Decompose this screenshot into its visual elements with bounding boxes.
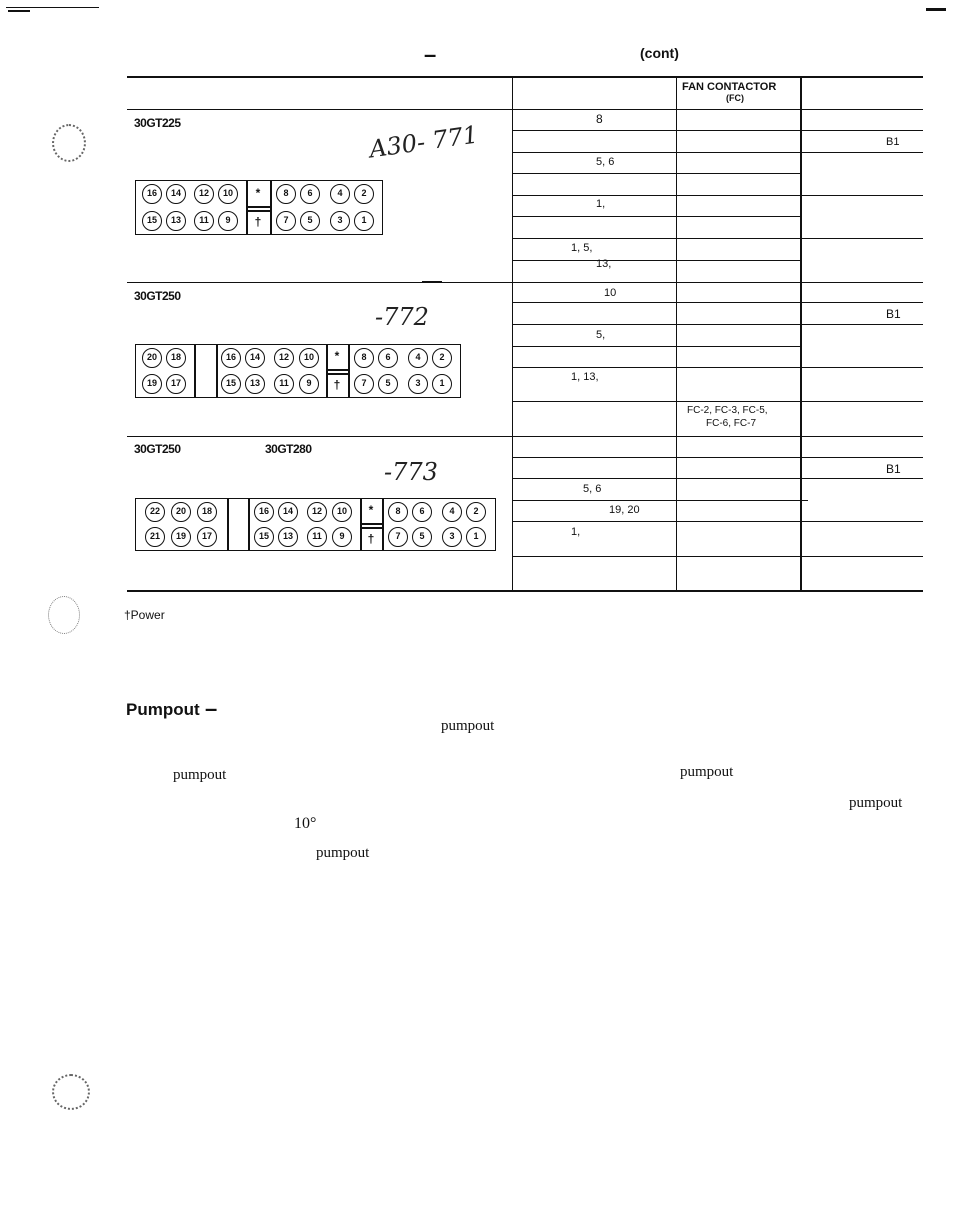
pumpout-word: pumpout — [173, 767, 227, 783]
footnote: †Power — [124, 608, 165, 622]
table-col-divider-1 — [512, 76, 513, 591]
connector-pin: 4 — [408, 348, 428, 368]
section-divider-1-dash — [422, 281, 442, 283]
connector-pin: 19 — [142, 374, 162, 394]
connector-pin: 20 — [171, 502, 191, 522]
connector-pin: 5 — [412, 527, 432, 547]
connector-pin: 17 — [197, 527, 217, 547]
connector-pin: 10 — [332, 502, 352, 522]
s1-row-value: 8 — [596, 112, 603, 126]
connector-pin: 10 — [299, 348, 319, 368]
connector-divider — [227, 498, 229, 551]
corner-tick-right — [926, 8, 946, 11]
binder-hole-mark — [48, 596, 80, 634]
model-label: 30GT250 — [134, 289, 181, 303]
model-label: 30GT225 — [134, 116, 181, 130]
connector-pin: 8 — [388, 502, 408, 522]
s2-row-rule — [512, 346, 800, 347]
s1-row-value: 1, 5, — [571, 242, 593, 254]
model-label: 30GT250 — [134, 442, 181, 456]
connector-pin: 2 — [432, 348, 452, 368]
handwritten-note: -772 — [375, 303, 429, 331]
connector-mid-rule — [360, 523, 382, 525]
dagger-symbol: † — [333, 378, 341, 392]
s1-row-value: 5, 6 — [596, 156, 615, 168]
connector-pin: 1 — [466, 527, 486, 547]
pumpout-word: pumpout — [441, 718, 495, 734]
s2-row-b1: B1 — [886, 307, 901, 321]
binder-hole-mark — [52, 1074, 90, 1110]
s2-row-rule — [512, 401, 923, 402]
handwritten-note: A30- 771 — [367, 120, 480, 164]
connector-divider — [348, 344, 350, 398]
model-label: 30GT280 — [265, 442, 312, 456]
connector-pin: 13 — [245, 374, 265, 394]
fc-label: (FC) — [726, 93, 744, 103]
connector-pin: 16 — [142, 184, 162, 204]
corner-rule — [6, 7, 99, 8]
connector-pin: 1 — [354, 211, 374, 231]
pumpout-word: pumpout — [316, 845, 370, 861]
s1-row-rule — [512, 260, 800, 261]
s2-fc-list: FC-6, FC-7 — [706, 418, 756, 429]
connector-pin: 13 — [166, 211, 186, 231]
pumpout-word: pumpout — [680, 764, 734, 780]
connector-mid-rule — [246, 206, 270, 208]
corner-tick — [8, 10, 30, 12]
connector-pin: 2 — [466, 502, 486, 522]
s3-row-value: 1, — [571, 526, 581, 538]
connector-pin: 21 — [145, 527, 165, 547]
connector-pin: 16 — [221, 348, 241, 368]
s3-row-value: 5, 6 — [583, 483, 602, 495]
connector-pin: 14 — [245, 348, 265, 368]
s1-row-rule — [512, 130, 923, 131]
star-symbol: * — [255, 186, 261, 200]
connector-pin: 17 — [166, 374, 186, 394]
connector-pin: 1 — [432, 374, 452, 394]
connector-mid-rule — [326, 373, 348, 375]
fan-contactor-label: FAN CONTACTOR — [682, 81, 777, 93]
s2-row-value: 10 — [604, 287, 617, 299]
connector-pin: 7 — [276, 211, 296, 231]
s3-row-rule — [512, 556, 923, 557]
connector-pin: 4 — [442, 502, 462, 522]
connector-divider — [216, 344, 218, 398]
connector-pin: 14 — [166, 184, 186, 204]
s1-row-rule — [512, 195, 923, 196]
connector-divider — [194, 344, 196, 398]
s1-row-b1: B1 — [886, 136, 900, 148]
s3-row-rule — [512, 457, 923, 458]
pumpout-heading: Pumpout — [126, 700, 200, 719]
pumpout-heading-dash: – — [205, 696, 218, 721]
pumpout-word: pumpout — [849, 795, 903, 811]
connector-pin: 3 — [408, 374, 428, 394]
connector-pin: 6 — [412, 502, 432, 522]
s2-row-rule — [512, 302, 923, 303]
s2-row-value: 5, — [596, 329, 606, 341]
connector-pin: 2 — [354, 184, 374, 204]
connector-pin: 5 — [378, 374, 398, 394]
connector-mid-rule — [360, 527, 382, 529]
connector-mid-rule — [246, 210, 270, 212]
s1-row-rule — [512, 216, 800, 217]
table-top-rule — [127, 76, 923, 78]
table-col-divider-2 — [676, 76, 677, 591]
connector-mid-rule — [326, 369, 348, 371]
connector-pin: 10 — [218, 184, 238, 204]
s3-row-rule — [512, 478, 923, 479]
connector-pin: 4 — [330, 184, 350, 204]
s1-row-rule — [512, 238, 923, 239]
connector-divider — [382, 498, 384, 551]
section-divider-1 — [127, 282, 923, 283]
connector-pin: 15 — [221, 374, 241, 394]
connector-pin: 6 — [300, 184, 320, 204]
s2-row-rule — [512, 324, 923, 325]
s3-row-b1: B1 — [886, 462, 901, 476]
handwritten-note: -773 — [384, 458, 438, 486]
connector-pin: 11 — [274, 374, 294, 394]
connector-pin: 8 — [354, 348, 374, 368]
table-header-rule — [127, 109, 923, 110]
connector-pin: 3 — [442, 527, 462, 547]
s1-row-value: 1, — [596, 198, 606, 210]
dagger-symbol: † — [367, 532, 375, 546]
s1-row-value: 13, — [596, 258, 612, 270]
connector-divider — [248, 498, 250, 551]
header-cont: (cont) — [640, 45, 679, 61]
table-col-divider-3 — [800, 76, 802, 591]
s2-row-rule — [512, 367, 923, 368]
connector-pin: 7 — [388, 527, 408, 547]
s3-row-rule — [512, 521, 923, 522]
connector-pin: 12 — [307, 502, 327, 522]
connector-pin: 12 — [274, 348, 294, 368]
s2-row-value: 1, 13, — [571, 371, 599, 383]
connector-pin: 18 — [197, 502, 217, 522]
connector-pin: 11 — [307, 527, 327, 547]
s3-row-value: 19, 20 — [609, 504, 640, 516]
binder-hole-mark — [52, 124, 86, 162]
connector-pin: 9 — [299, 374, 319, 394]
connector-pin: 15 — [142, 211, 162, 231]
connector-pin: 15 — [254, 527, 274, 547]
connector-pin: 7 — [354, 374, 374, 394]
connector-pin: 12 — [194, 184, 214, 204]
connector-pin: 5 — [300, 211, 320, 231]
connector-pin: 19 — [171, 527, 191, 547]
star-symbol: * — [368, 503, 374, 517]
star-symbol: * — [334, 349, 340, 363]
connector-pin: 8 — [276, 184, 296, 204]
connector-pin: 9 — [332, 527, 352, 547]
dagger-symbol: † — [254, 215, 262, 229]
connector-pin: 18 — [166, 348, 186, 368]
header-dash: – — [424, 42, 437, 67]
connector-pin: 14 — [278, 502, 298, 522]
s1-row-rule — [512, 152, 923, 153]
connector-pin: 22 — [145, 502, 165, 522]
table-bottom-rule — [127, 590, 923, 592]
degree-value: 10° — [294, 815, 317, 832]
connector-pin: 16 — [254, 502, 274, 522]
connector-pin: 11 — [194, 211, 214, 231]
connector-pin: 20 — [142, 348, 162, 368]
connector-pin: 3 — [330, 211, 350, 231]
section-divider-2 — [127, 436, 923, 437]
connector-pin: 9 — [218, 211, 238, 231]
connector-divider — [270, 180, 272, 235]
s3-row-rule — [512, 500, 808, 501]
connector-pin: 6 — [378, 348, 398, 368]
s1-row-rule — [512, 173, 800, 174]
connector-pin: 13 — [278, 527, 298, 547]
s2-fc-list: FC-2, FC-3, FC-5, — [687, 405, 768, 416]
